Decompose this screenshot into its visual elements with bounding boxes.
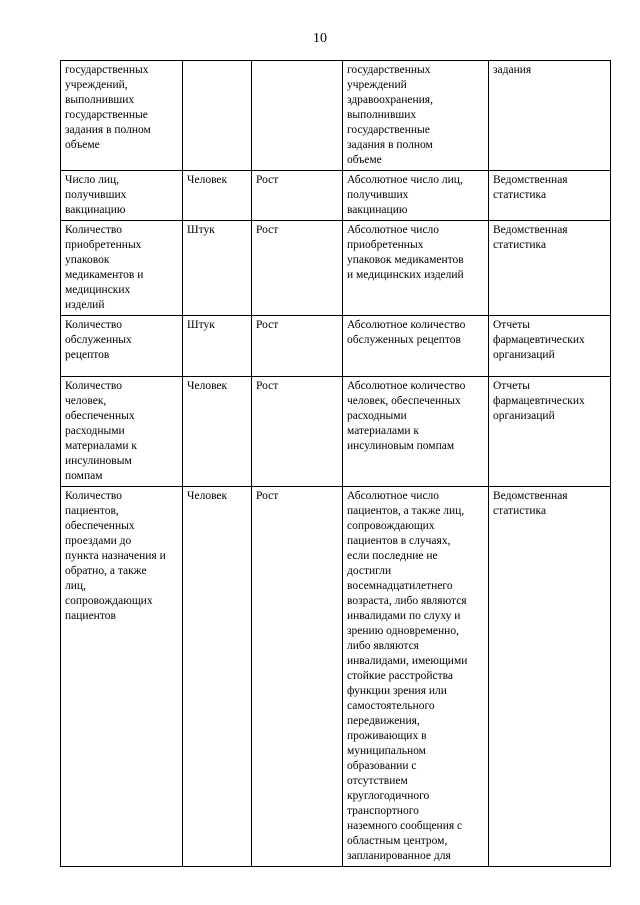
source-cell: Отчеты фармацевтических организаций (489, 316, 611, 377)
unit-cell: Штук (183, 221, 252, 316)
unit-cell: Человек (183, 377, 252, 487)
source-cell: Ведомственная статистика (489, 487, 611, 867)
indicator-cell: Количество пациентов, обеспеченных проездами до пункта назначения и обратно, а также лиц, сопровождающих пациентов (61, 487, 183, 867)
table-row (61, 377, 611, 487)
indicator-cell: Количество обслуженных рецептов (61, 316, 183, 377)
table-row (61, 61, 611, 171)
indicator-cell: Количество приобретенных упаковок медикаментов и медицинских изделий (61, 221, 183, 316)
trend-cell (252, 61, 343, 171)
table-row (61, 487, 611, 867)
source-cell: Ведомственная статистика (489, 221, 611, 316)
method-cell: государственных учреждений здравоохранения, выполнивших государственные задания в полном объеме (343, 61, 489, 171)
source-cell: Отчеты фармацевтических организаций (489, 377, 611, 487)
source-cell: Ведомственная статистика (489, 171, 611, 221)
trend-cell: Рост (252, 316, 343, 377)
indicator-cell: Число лиц, получивших вакцинацию (61, 171, 183, 221)
unit-cell: Штук (183, 316, 252, 377)
source-cell: задания (489, 61, 611, 171)
unit-cell: Человек (183, 487, 252, 867)
method-cell: Абсолютное количество обслуженных рецептов (343, 316, 489, 377)
trend-cell: Рост (252, 171, 343, 221)
page-number: 10 (313, 31, 327, 46)
table-row (61, 221, 611, 316)
method-cell: Абсолютное число лиц, получивших вакцинацию (343, 171, 489, 221)
table-row (61, 316, 611, 377)
indicator-cell: государственных учреждений, выполнивших государственные задания в полном объеме (61, 61, 183, 171)
indicators-table (60, 60, 611, 867)
method-cell: Абсолютное число пациентов, а также лиц, сопровождающих пациентов в случаях, если последние не достигли восемнадцатилетнего возраста, либо являются инвалидами по слуху и зрению одновременно, либо являются инвалидами, имеющими стойкие расстройства функции зрения или самостоятельного передвижения, проживающих в муниципальном образовании с отсутствием круглогодичного транспортного наземного сообщения с областным центром, запланированное для (343, 487, 489, 867)
method-cell: Абсолютное число приобретенных упаковок медикаментов и медицинских изделий (343, 221, 489, 316)
trend-cell: Рост (252, 377, 343, 487)
method-cell: Абсолютное количество человек, обеспеченных расходными материалами к инсулиновым помпам (343, 377, 489, 487)
unit-cell: Человек (183, 171, 252, 221)
trend-cell: Рост (252, 221, 343, 316)
trend-cell: Рост (252, 487, 343, 867)
indicator-cell: Количество человек, обеспеченных расходными материалами к инсулиновым помпам (61, 377, 183, 487)
table-row (61, 171, 611, 221)
unit-cell (183, 61, 252, 171)
